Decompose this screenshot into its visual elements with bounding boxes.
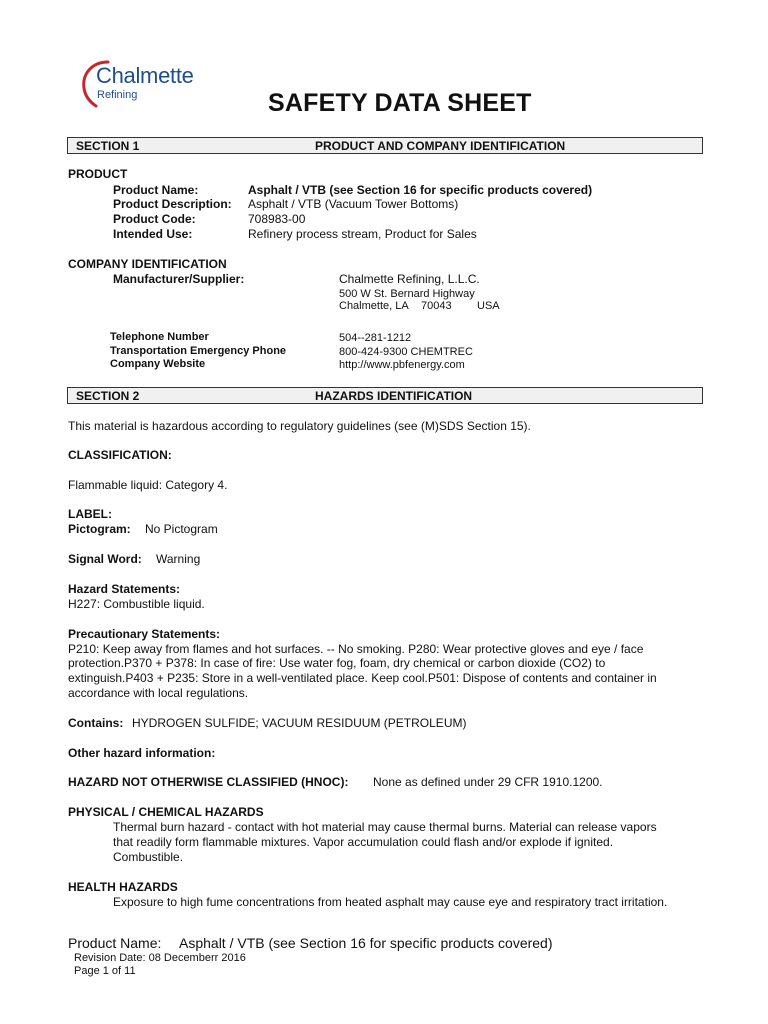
hazard-statements-value: H227: Combustible liquid. xyxy=(68,597,205,611)
signal-word-label: Signal Word: xyxy=(68,552,142,566)
pictogram-label: Pictogram: xyxy=(68,522,131,536)
address-country: USA xyxy=(477,300,500,312)
precautionary-line: P210: Keep away from flames and hot surfaces. -- No smoking. P280: Wear protective gloves and eye / face xyxy=(68,642,644,656)
contains-value: HYDROGEN SULFIDE; VACUUM RESIDUUM (PETROLEUM) xyxy=(132,716,467,730)
document-title: SAFETY DATA SHEET xyxy=(268,89,532,117)
product-code-label: Product Code: xyxy=(113,212,196,226)
footer-product-label: Product Name: xyxy=(68,935,162,951)
health-hazards-label: HEALTH HAZARDS xyxy=(68,880,178,894)
section-1-header xyxy=(67,137,703,154)
page-number: Page 1 of 11 xyxy=(74,965,136,977)
signal-word-value: Warning xyxy=(156,552,201,566)
hnoc-value: None as defined under 29 CFR 1910.1200. xyxy=(373,775,603,789)
product-description-value: Asphalt / VTB (Vacuum Tower Bottoms) xyxy=(248,197,459,211)
website-link[interactable]: http://www.pbfenergy.com xyxy=(339,359,465,371)
section-2-header xyxy=(67,387,703,404)
company-heading: COMPANY IDENTIFICATION xyxy=(68,257,227,271)
section-2-title: HAZARDS IDENTIFICATION xyxy=(315,389,473,403)
hnoc-label: HAZARD NOT OTHERWISE CLASSIFIED (HNOC): xyxy=(68,775,349,789)
precautionary-line: protection.P370 + P378: In case of fire: Use water fog, foam, dry chemical or carbon dioxide (CO2) to xyxy=(68,656,606,670)
footer-product-value: Asphalt / VTB (see Section 16 for specific products covered) xyxy=(179,935,553,951)
pictogram-value: No Pictogram xyxy=(145,522,218,536)
other-hazard-label: Other hazard information: xyxy=(68,746,216,760)
precautionary-label: Precautionary Statements: xyxy=(68,627,221,641)
telephone-label: Telephone Number xyxy=(110,331,209,343)
physical-chemical-line: Thermal burn hazard - contact with hot material may cause thermal burns. Material can release vapors xyxy=(113,820,657,834)
intended-use-value: Refinery process stream, Product for Sales xyxy=(248,227,477,241)
product-heading: PRODUCT xyxy=(68,167,128,181)
product-name-value: Asphalt / VTB (see Section 16 for specific products covered) xyxy=(248,183,593,197)
revision-date: Revision Date: 08 Decemberr 2016 xyxy=(74,952,246,964)
address-zip: 70043 xyxy=(421,300,452,312)
contains-label: Contains: xyxy=(68,716,124,730)
product-code-value: 708983-00 xyxy=(248,212,306,226)
health-hazards-value: Exposure to high fume concentrations from heated asphalt may cause eye and respiratory tract irritation. xyxy=(113,895,668,909)
company-logo xyxy=(78,58,218,110)
manufacturer-value: Chalmette Refining, L.L.C. xyxy=(339,272,480,286)
intended-use-label: Intended Use: xyxy=(113,227,193,241)
precautionary-line: extinguish.P403 + P235: Store in a well-ventilated place. Keep cool.P501: Dispose of contents and container in xyxy=(68,671,657,685)
website-label: Company Website xyxy=(110,358,206,370)
section-1-number: SECTION 1 xyxy=(76,139,140,153)
address-city: Chalmette, LA xyxy=(339,300,409,312)
product-description-label: Product Description: xyxy=(113,197,232,211)
logo-name: Chalmette xyxy=(96,63,194,88)
manufacturer-label: Manufacturer/Supplier: xyxy=(113,272,245,286)
hazard-intro: This material is hazardous according to regulatory guidelines (see (M)SDS Section 15). xyxy=(68,419,531,433)
hazard-statements-label: Hazard Statements: xyxy=(68,582,181,596)
emergency-phone-value: 800-424-9300 CHEMTREC xyxy=(339,346,473,358)
physical-chemical-line: that readily form flammable mixtures. Vapor accumulation could flash and/or explode if ignited. xyxy=(113,835,614,849)
address-line-1: 500 W St. Bernard Highway xyxy=(339,288,475,300)
physical-chemical-line: Combustible. xyxy=(113,850,184,864)
section-2-number: SECTION 2 xyxy=(76,389,140,403)
label-heading: LABEL: xyxy=(68,507,112,521)
precautionary-line: accordance with local regulations. xyxy=(68,686,249,700)
physical-chemical-label: PHYSICAL / CHEMICAL HAZARDS xyxy=(68,805,264,819)
emergency-phone-label: Transportation Emergency Phone xyxy=(110,345,287,357)
classification-label: CLASSIFICATION: xyxy=(68,448,172,462)
telephone-value: 504--281-1212 xyxy=(339,332,412,344)
section-1-title: PRODUCT AND COMPANY IDENTIFICATION xyxy=(315,139,566,153)
product-name-label: Product Name: xyxy=(113,183,199,197)
logo-subtitle: Refining xyxy=(97,89,138,101)
classification-value: Flammable liquid: Category 4. xyxy=(68,478,228,492)
